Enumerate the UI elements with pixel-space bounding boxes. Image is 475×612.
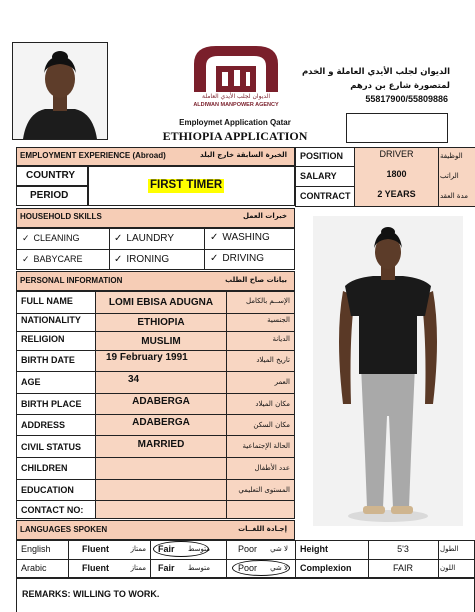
arabic-fair-ar: متوسط: [188, 564, 210, 572]
complexion-label: Complexion: [300, 563, 352, 573]
languages-section-label-ar: إجـادة اللغــات: [238, 525, 287, 533]
english-fair: Fair: [158, 544, 175, 554]
logo-english-subtitle: ALDIWAN MANPOWER AGENCY: [193, 102, 279, 108]
country-label: COUNTRY: [26, 170, 76, 181]
employment-section-label-ar: الخبرة السابقة خارج البلد: [200, 151, 287, 159]
period-label: PERIOD: [30, 190, 69, 201]
arabic-fluent-ar: ممتاز: [130, 564, 146, 572]
full-name-value: LOMI EBISA ADUGNA: [108, 297, 214, 308]
arabic-selected-poor-circle: [232, 560, 290, 576]
contact-no-label: CONTACT NO:: [21, 505, 84, 515]
reference-number-box: [346, 113, 448, 143]
nationality-value: ETHIOPIA: [137, 317, 185, 328]
agency-phone: 55817900/55809886: [365, 94, 448, 104]
english-poor-ar: لا شي: [270, 545, 288, 553]
arabic-fluent: Fluent: [82, 563, 109, 573]
personal-section-label: PERSONAL INFORMATION: [20, 276, 123, 285]
skill-babycare: ✓ BABYCARE: [22, 254, 83, 265]
language-arabic: Arabic: [21, 563, 47, 573]
position-label: POSITION: [300, 151, 344, 161]
complexion-value: FAIR: [392, 563, 413, 573]
birth-date-label: BIRTH DATE: [21, 355, 75, 365]
skill-washing: ✓ WASHING: [210, 232, 270, 243]
skill-ironing: ✓ IRONING: [114, 254, 170, 265]
education-label: EDUCATION: [21, 485, 74, 495]
skill-cleaning: ✓ CLEANING: [22, 233, 80, 244]
portrait-photo: [13, 43, 107, 139]
address-label: ADDRESS: [21, 420, 66, 430]
address-label-ar: مكان السكن: [253, 421, 290, 429]
contract-label: CONTRACT: [300, 191, 351, 201]
english-selected-fair-circle: [153, 541, 209, 557]
english-fluent: Fluent: [82, 544, 109, 554]
birth-place-value: ADABERGA: [132, 396, 190, 407]
religion-value: MUSLIM: [141, 336, 181, 347]
arabic-poor: Poor: [238, 563, 258, 573]
children-label: CHILDREN: [21, 463, 68, 473]
birth-place-label-ar: مكان الميلاد: [255, 400, 290, 408]
height-label: Height: [300, 544, 328, 554]
position-label-ar: الوظيفة: [440, 152, 463, 160]
nationality-label: NATIONALITY: [21, 315, 81, 325]
agency-logo: [186, 42, 286, 117]
application-subtitle: Employmet Application Qatar: [179, 118, 291, 127]
logo-arabic-subtitle: الديوان لجلب الأيدي العاملة: [201, 93, 271, 100]
civil-status-label-ar: الحالة الإجتماعية: [242, 442, 290, 450]
age-label: AGE: [21, 377, 41, 387]
employment-section-label: EMPLOYMENT EXPERIENCE (Abroad): [20, 151, 166, 160]
portrait-photo-frame: [12, 42, 108, 140]
full-body-photo: [313, 216, 463, 526]
skills-section-label: HOUSEHOLD SKILLS: [20, 212, 102, 221]
religion-label-ar: الديانة: [272, 335, 290, 343]
agency-arabic-name: الديوان لجلب الأيدي العاملة و الخدم: [301, 67, 450, 77]
arabic-fair: Fair: [158, 563, 175, 573]
height-label-ar: الطول: [440, 545, 459, 553]
birth-date-value: 19 February 1991: [106, 352, 188, 363]
salary-value: 1800: [386, 169, 407, 179]
address-value: ADABERGA: [132, 417, 190, 428]
skills-section-label-ar: خبرات العمل: [242, 212, 287, 220]
remarks-text: REMARKS: WILLING TO WORK.: [22, 589, 160, 599]
height-value: 5'3: [397, 544, 409, 554]
experience-value: FIRST TIMER: [150, 179, 223, 191]
nationality-label-ar: الجنسية: [267, 316, 290, 324]
salary-label: SALARY: [300, 171, 337, 181]
contract-label-ar: مدة العقد: [440, 192, 468, 200]
languages-section-label: LANGUAGES SPOKEN: [20, 525, 108, 534]
salary-label-ar: الراتب: [440, 172, 459, 180]
contract-value: 2 YEARS: [377, 189, 416, 199]
application-title: ETHIOPIA APPLICATION: [162, 129, 308, 143]
religion-label: RELIGION: [21, 334, 65, 344]
civil-status-value: MARRIED: [137, 439, 185, 450]
age-value: 34: [127, 374, 140, 385]
position-value: DRIVER: [379, 149, 414, 159]
full-name-label: FULL NAME: [21, 296, 73, 306]
age-label-ar: العمر: [274, 378, 290, 386]
english-poor: Poor: [238, 544, 258, 554]
education-label-ar: المستوى التعليمي: [238, 486, 290, 494]
complexion-label-ar: اللون: [440, 564, 456, 572]
civil-status-label: CIVIL STATUS: [21, 442, 82, 452]
english-fluent-ar: ممتاز: [130, 545, 146, 553]
full-name-label-ar: الإســم بالكامل: [245, 297, 290, 305]
skill-laundry: ✓ LAUNDRY: [114, 233, 174, 244]
children-label-ar: عدد الأطفال: [254, 464, 290, 472]
english-fair-ar: متوسط: [188, 545, 210, 553]
arabic-poor-ar: لا شي: [270, 564, 288, 572]
personal-section-label-ar: بيانات صاح الطلب: [225, 276, 287, 284]
skill-driving: ✓ DRIVING: [210, 253, 265, 264]
agency-arabic-address: لمتصورة شارع بن درهم: [350, 81, 450, 91]
language-english: English: [21, 544, 51, 554]
birth-place-label: BIRTH PLACE: [21, 399, 82, 409]
birth-date-label-ar: تاريخ الميلاد: [256, 356, 290, 364]
